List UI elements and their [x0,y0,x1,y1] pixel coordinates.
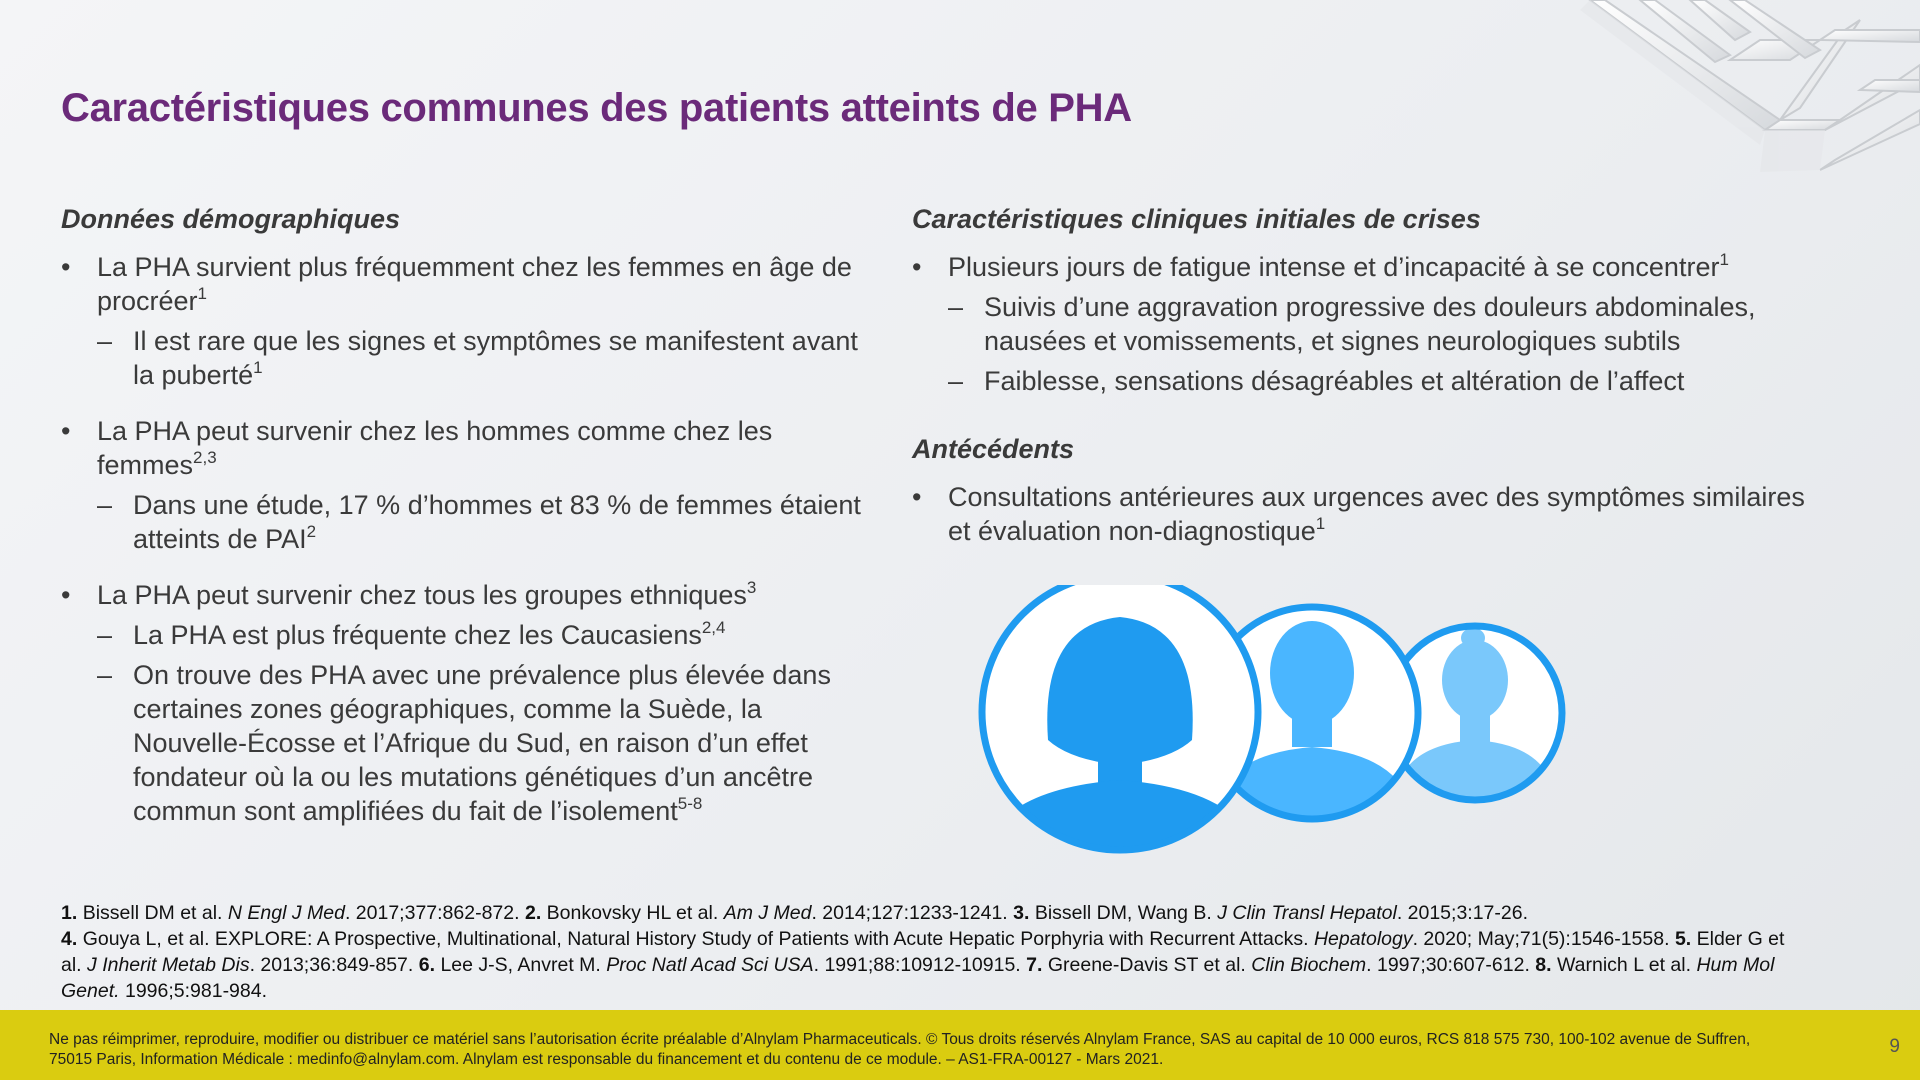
sub-bullet-item [912,290,1812,358]
dash-marker: – [97,326,113,356]
ref-details: . 1997;30:607-612. [1366,954,1530,976]
citation-sup: 1 [197,284,208,303]
woman-avatar-icon [980,585,1260,865]
sub-bullet-item [61,618,881,652]
dash-marker: – [948,292,964,322]
bullet-marker: • [61,580,71,610]
ref-authors: Bissell DM, Wang B. [1034,902,1212,924]
sub-bullet-item [61,488,881,556]
clinical-column [912,202,1812,548]
sub-bullet-text: Faiblesse, sensations désagréables et altération de l’affect [984,366,1685,396]
citation-sup: 5-8 [677,794,703,813]
ref-authors: Greene-Davis ST et al. [1047,954,1246,976]
citation-sup: 1 [1315,514,1326,533]
bullet-marker: • [61,252,71,282]
patient-avatars [970,585,1650,885]
sub-bullet-item [61,324,881,392]
bullet-item [912,480,1812,548]
ref-details: . 2014;127:1233-1241. [811,902,1008,924]
ref-number: 4. [61,928,78,950]
bullet-text: La PHA survient plus fréquemment chez les femmes en âge de procréer [97,252,852,316]
ref-authors: Elder G et al. [61,928,1785,976]
ref-details: . 2017;377:862-872. [344,902,520,924]
citation-sup: 1 [1719,250,1729,269]
ref-number: 6. [418,954,436,976]
citation-sup: 2,3 [193,448,217,467]
citation-sup: 2,4 [701,618,726,637]
bullet-text: La PHA peut survenir chez tous les groupes ethniques [97,580,747,610]
dash-marker: – [97,620,113,650]
ref-authors: Warnich L et al. [1556,954,1692,976]
bullet-marker: • [912,252,922,282]
bullet-marker: • [61,416,71,446]
bullet-text: Consultations antérieures aux urgences avec des symptômes similaires et évaluation non-diagnostique [948,482,1805,546]
ref-journal: J Clin Transl Hepatol [1217,902,1397,924]
slide-title: Caractéristiques communes des patients atteints de PHA [61,86,1132,130]
sub-bullet-item [61,658,881,828]
demographics-column [61,202,881,828]
ref-journal: Hum Mol Genet. [61,954,1775,1002]
bullet-text: La PHA peut survenir chez les hommes comme chez les femmes [97,416,773,480]
demographics-heading: Données démographiques [61,204,401,234]
sub-bullet-text: La PHA est plus fréquente chez les Caucasiens [133,620,702,650]
ref-journal: Proc Natl Acad Sci USA [606,954,814,976]
citation-sup: 2 [306,522,317,541]
ref-details: . 2015;3:17-26. [1396,902,1528,924]
sub-bullet-text: Il est rare que les signes et symptômes se manifestent avant la puberté [133,326,858,390]
citation-sup: 3 [746,578,757,597]
clinical-heading: Caractéristiques cliniques initiales de crises [912,204,1481,234]
ref-authors: Lee J-S, Anvret M. [440,954,601,976]
page-number: 9 [1889,1036,1900,1057]
dash-marker: – [97,490,113,520]
bullet-text: Plusieurs jours de fatigue intense et d’incapacité à se concentrer [948,252,1720,282]
bullet-item [61,578,881,612]
bullet-marker: • [912,482,922,512]
ref-details: . 1991;88:10912-10915. [813,954,1021,976]
ref-number: 8. [1535,954,1552,976]
ref-journal: Hepatology [1313,928,1413,950]
history-heading: Antécédents [912,434,1075,464]
dash-marker: – [97,660,113,690]
ref-journal: N Engl J Med [227,902,345,924]
ref-details: . 2020; May;71(5):1546-1558. [1412,928,1670,950]
ref-number: 3. [1013,902,1030,924]
sub-bullet-item [912,364,1812,398]
ref-authors: Bissell DM et al. [82,902,223,924]
dash-marker: – [948,366,964,396]
ref-number: 2. [524,902,542,924]
ref-authors: Bonkovsky HL et al. [546,902,719,924]
maze-decoration [1260,0,1920,200]
bullet-item [912,250,1812,284]
sub-bullet-text: Suivis d’une aggravation progressive des douleurs abdominales, nausées et vomissements, et signes neurologiques subtils [984,292,1756,356]
ref-journal: Clin Biochem [1251,954,1367,976]
bullet-item [61,250,881,318]
ref-details: . 2013;36:849-857. [249,954,414,976]
references [61,900,1801,1004]
bullet-item [61,414,881,482]
ref-number: 5. [1674,928,1692,950]
footer-disclaimer: Ne pas réimprimer, reproduire, modifier ou distribuer ce matériel sans l’autorisation écrite préalable d’Alnylam Pharmaceuticals. © Tous droits réservés Alnylam France, SAS au capital de 10 000 euros, RCS 818 575 730, 100-102 avenue de Suffren, 75015 Paris, Information Médicale : medinfo@alnylam.com. Alnylam est responsable du financement et du contenu de ce module. – AS1-FRA-00127 - Mars 2021. [49,1031,1751,1068]
sub-bullet-text: On trouve des PHA avec une prévalence plus élevée dans certaines zones géographiques, comme la Suède, la Nouvelle-Écosse et l’Afrique du Sud, en raison d’un effet fondateur où la ou les mutations génétiques d’un ancêtre commun sont amplifiées du fait de l’isolement [133,660,831,826]
ref-authors: Gouya L, et al. EXPLORE: A Prospective, Multinational, Natural History Study of Patients with Acute Hepatic Porphyria with Recurrent Attacks. [82,928,1309,950]
ref-details: 1996;5:981-984. [124,980,268,1002]
ref-number: 7. [1026,954,1043,976]
ref-journal: J Inherit Metab Dis [87,954,250,976]
ref-journal: Am J Med [723,902,812,924]
citation-sup: 1 [253,358,263,377]
ref-number: 1. [61,902,78,924]
sub-bullet-text: Dans une étude, 17 % d’hommes et 83 % de femmes étaient atteints de PAI [133,490,861,554]
